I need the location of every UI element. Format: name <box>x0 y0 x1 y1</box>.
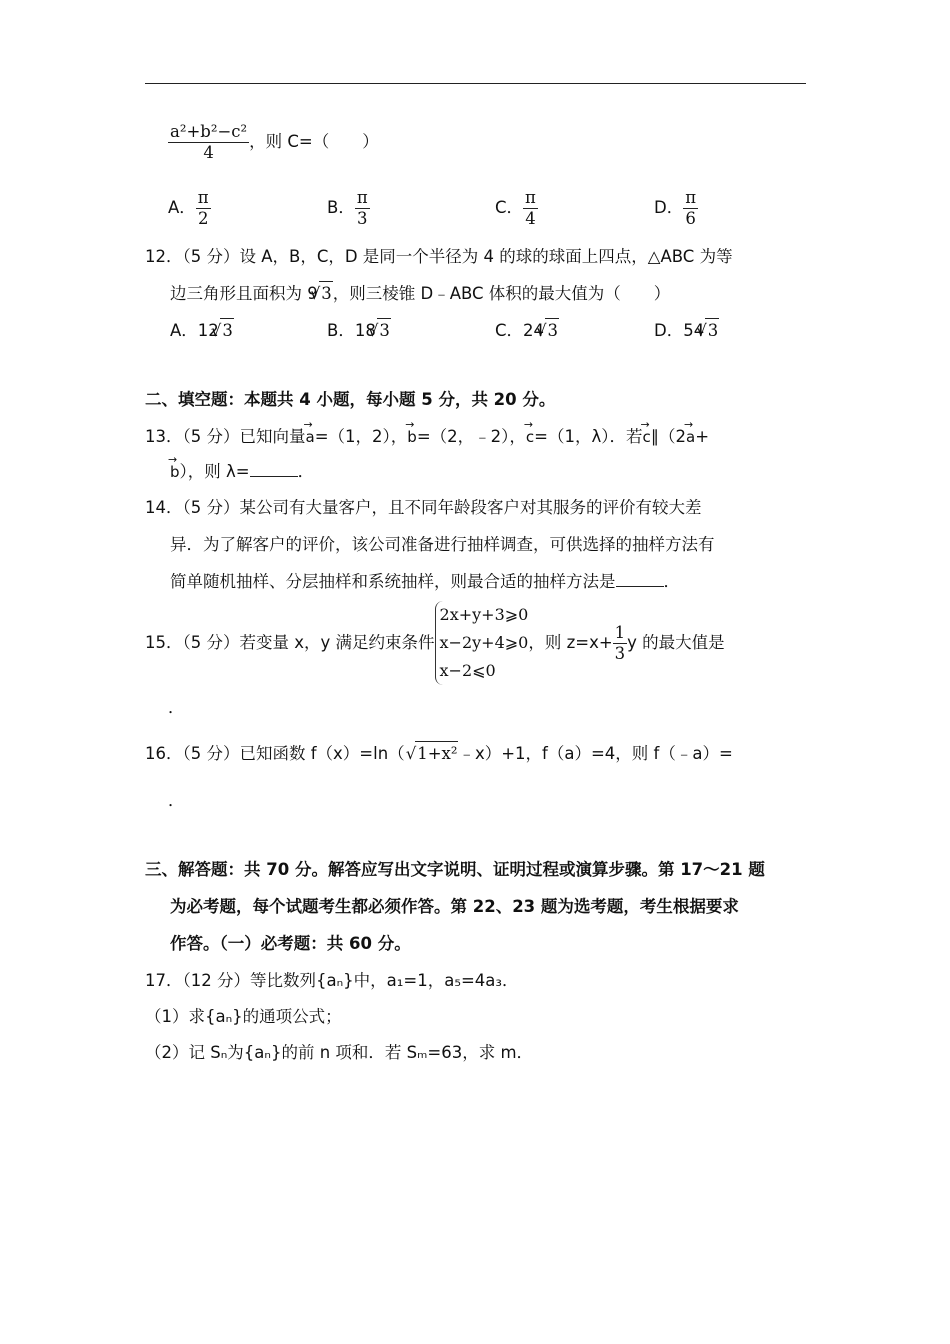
q11-stem: $\frac{\text{a²+b²−c²}}{4}$ ，则 C=（ ） <box>170 122 379 162</box>
q12-option-b: B．18√ 3 <box>327 318 391 343</box>
q11-option-b: B． $\frac{\pi}{3}$ <box>327 188 368 228</box>
section3-line2: 为必考题，每个试题考生都必须作答。第 22、23 题为选考题，考生根据要求 <box>170 897 739 916</box>
q16-end: ． <box>168 791 185 810</box>
constraint-system: 2x+y+3⩾0 x−2y+4⩾0 x−2⩽0 <box>435 601 529 685</box>
q17-stem: 17．（12 分）等比数列{aₙ}中，a₁=1，a₅=4a₃． <box>145 971 519 990</box>
q11-option-a: A． $\frac{\pi}{2}$ <box>168 188 209 228</box>
q14-line3: 简单随机抽样、分层抽样和系统抽样，则最合适的抽样方法是 ． <box>170 572 680 591</box>
q14-line1: 14．（5 分）某公司有大量客户，且不同年龄段客户对其服务的评价有较大差 <box>145 498 702 517</box>
section2-heading: 二、填空题：本题共 4 小题，每小题 5 分，共 20 分。 <box>145 390 556 409</box>
q12-option-c: C．24√ 3 <box>495 318 559 343</box>
q16-stem: 16．（5 分）已知函数 f（x）=ln（√ 1+x²﹣x）+1，f（a）=4，则 f（﹣a）= <box>145 741 733 766</box>
q12-option-d: D．54√ 3 <box>654 318 719 343</box>
q15-stem: 15．（5 分）若变量 x，y 满足约束条件 2x+y+3⩾0 x−2y+4⩾0 x−2⩽0 ，则 z=x+ $\frac{1}{3}$ y 的最大值是 <box>145 600 725 686</box>
q14-line2: 异．为了解客户的评价，该公司准备进行抽样调查，可供选择的抽样方法有 <box>170 535 715 554</box>
q15-end: ． <box>168 698 185 717</box>
q12-line2: 边三角形且面积为 9√ 3，则三棱锥 D﹣ABC 体积的最大值为（ ） <box>170 281 670 306</box>
q12-options <box>170 318 810 342</box>
q11-options <box>168 188 808 236</box>
q13-line1: 13．（5 分）已知向量→ a=（1，2），→ b=（2，﹣2），→ c=（1，λ）．若→ c∥（2→ a+ <box>145 425 709 449</box>
answer-blank[interactable] <box>616 572 664 587</box>
q11-fraction: $\frac{\text{a²+b²−c²}}{4}$ <box>170 122 248 162</box>
q11-option-c: C． $\frac{\pi}{4}$ <box>495 188 536 228</box>
section3-line1: 三、解答题：共 70 分。解答应写出文字说明、证明过程或演算步骤。第 17～21 题 <box>145 860 765 879</box>
q11-option-d: D． $\frac{\pi}{6}$ <box>654 188 697 228</box>
q17-part2: （2）记 Sₙ为{aₙ}的前 n 项和．若 Sₘ=63，求 m． <box>145 1043 534 1062</box>
q12-line1: 12．（5 分）设 A，B，C，D 是同一个半径为 4 的球的球面上四点，△ABC 为等 <box>145 247 733 266</box>
q12-option-a: A．12√ 3 <box>170 318 234 343</box>
q17-part1: （1）求{aₙ}的通项公式； <box>145 1007 342 1026</box>
q13-line2: → b），则 λ= ． <box>170 460 314 484</box>
answer-blank[interactable] <box>250 462 298 477</box>
header-rule <box>145 83 806 84</box>
section3-line3: 作答。（一）必考题：共 60 分。 <box>170 934 411 953</box>
